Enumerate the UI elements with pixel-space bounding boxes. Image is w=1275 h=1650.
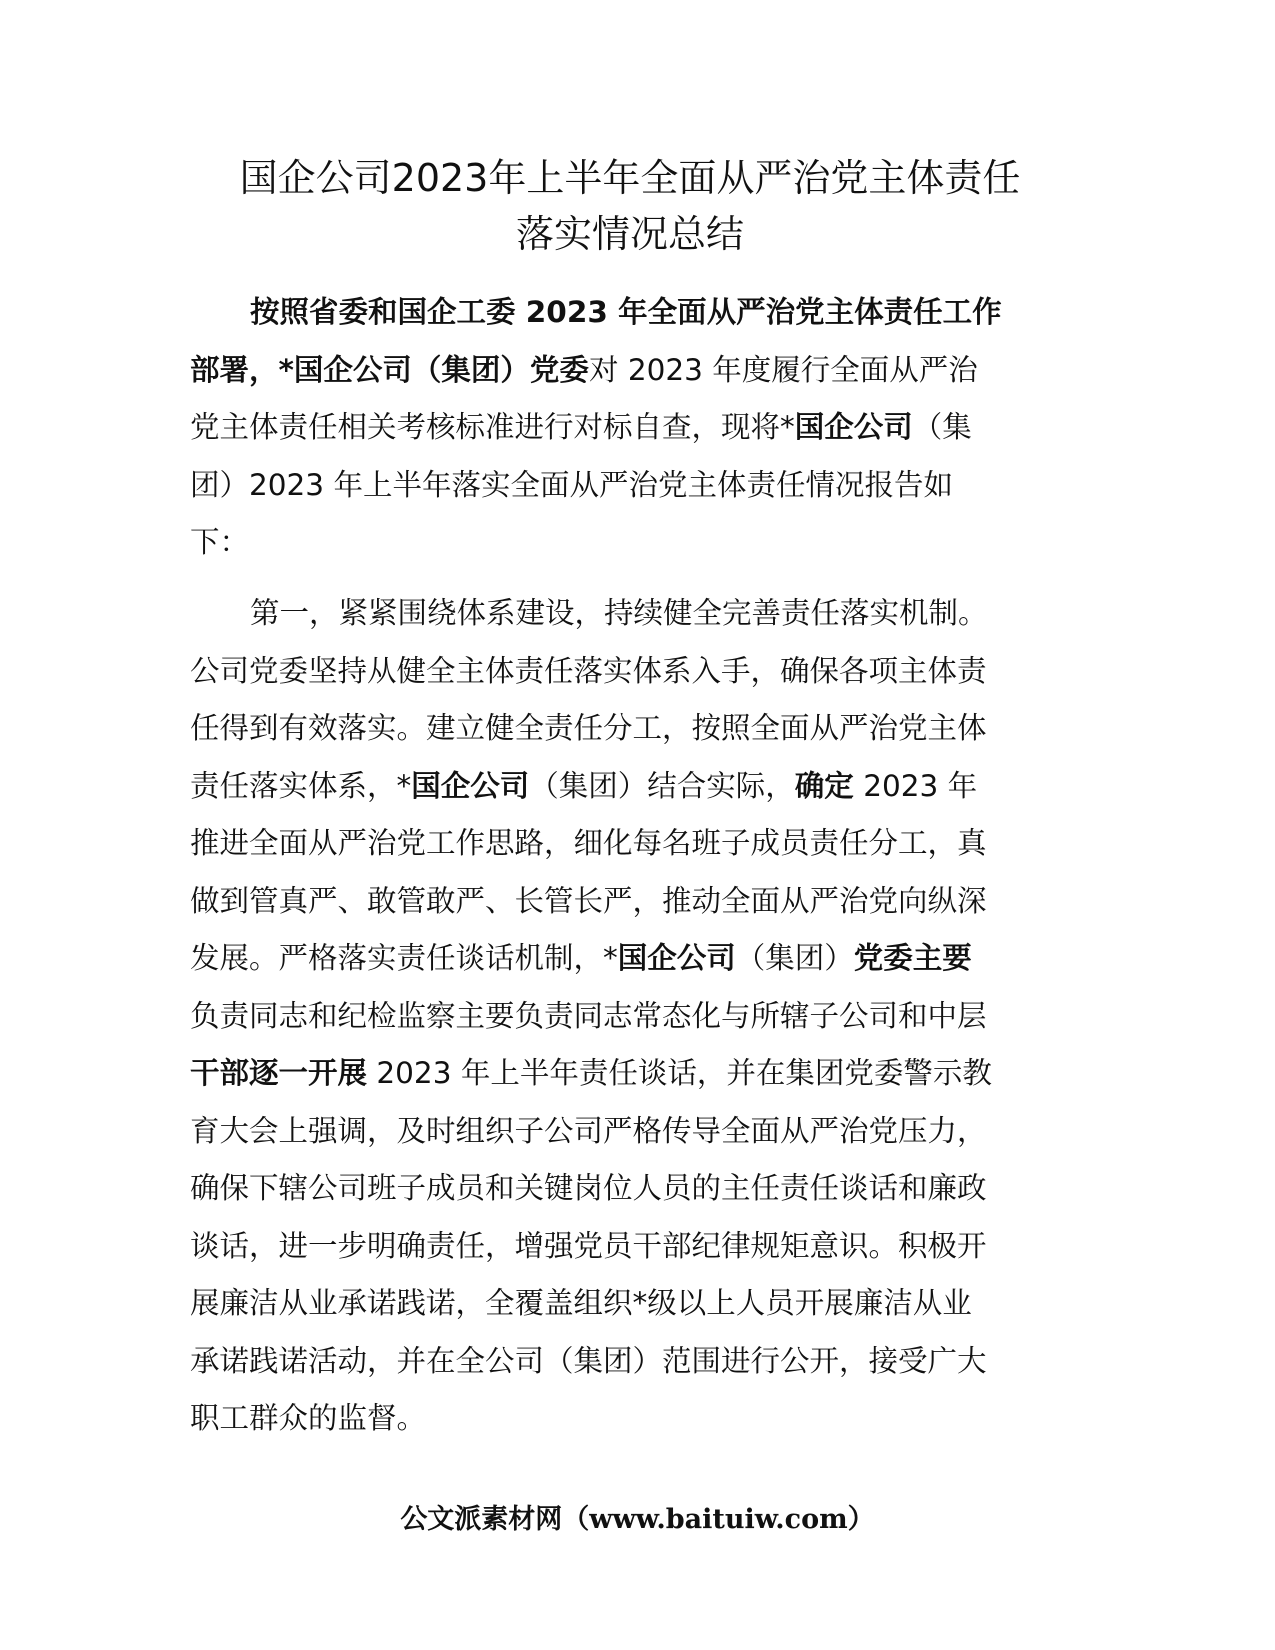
text-run: （集团） — [735, 941, 854, 975]
paragraph-line: 育大会上强调，及时组织子公司严格传导全面从严治党压力， — [190, 1113, 987, 1148]
title-line-2: 落实情况总结 — [515, 212, 744, 256]
text-run: 发展。严格落实责任谈话机制，* — [190, 941, 618, 975]
bold-text: 国企公司 — [411, 768, 530, 803]
paragraph-line: 下： — [190, 525, 250, 559]
paragraph-line — [190, 342, 1090, 400]
bold-text: 确定 — [794, 768, 854, 803]
paragraph-line — [190, 1045, 1090, 1103]
bold-text: 国企公司 — [794, 410, 913, 444]
paragraph-line: 团）2023 年上半年落实全面从严治党主体责任情况报告如 — [190, 467, 953, 502]
paragraph-line: 第一，紧紧围绕体系建设，持续健全完善责任落实机制。 — [250, 596, 988, 630]
text-run: 2023 年上半年责任谈话，并在集团党委警示教 — [367, 1056, 992, 1090]
bold-text: 国企公司 — [617, 941, 736, 975]
paragraph-2 — [190, 585, 1090, 1448]
paragraph-line — [190, 930, 1090, 988]
text-run: （集团）结合实际， — [529, 768, 795, 803]
title-line-1: 国企公司2023年上半年全面从严治党主体责任 — [239, 156, 1021, 200]
paragraph-line: 做到管真严、敢管敢严、长管长严，推动全面从严治党向纵深 — [190, 883, 987, 918]
text-run: 2023 年 — [853, 768, 978, 803]
paragraph-line — [190, 399, 1090, 457]
text-run: 对 2023 年度履行全面从严治 — [588, 352, 978, 387]
bold-text: 干部逐一开展 — [190, 1056, 368, 1090]
bold-text: 党委主要 — [853, 941, 972, 975]
text-run: 责任落实体系，* — [190, 768, 412, 803]
paragraph-line: 公司党委坚持从健全主体责任落实体系入手，确保各项主体责 — [190, 653, 987, 688]
paragraph-line: 谈话，进一步明确责任，增强党员干部纪律规矩意识。积极开 — [190, 1228, 987, 1263]
paragraph-line: 展廉洁从业承诺践诺，全覆盖组织*级以上人员开展廉洁从业 — [190, 1286, 972, 1320]
text-run: 党主体责任相关考核标准进行对标自查，现将* — [190, 410, 795, 444]
paragraph-line: 推进全面从严治党工作思路，细化每名班子成员责任分工，真 — [190, 826, 987, 860]
bold-text: 部署，*国企公司（集团）党委 — [190, 352, 589, 387]
paragraph-line — [190, 758, 1090, 816]
paragraph-line: 按照省委和国企工委 2023 年全面从严治党主体责任工作 — [250, 295, 1002, 329]
footer-source: 公文派素材网（www.baituiw.com） — [400, 1504, 875, 1535]
paragraph-line: 确保下辖公司班子成员和关键岗位人员的主任责任谈话和廉政 — [190, 1171, 987, 1205]
paragraph-line: 任得到有效落实。建立健全责任分工，按照全面从严治党主体 — [190, 711, 987, 745]
paragraph-line: 承诺践诺活动，并在全公司（集团）范围进行公开，接受广大 — [190, 1343, 987, 1378]
document-title — [170, 150, 1090, 262]
text-run: （集 — [912, 410, 972, 444]
paragraph-line: 职工群众的监督。 — [190, 1401, 427, 1435]
paragraph-line: 负责同志和纪检监察主要负责同志常态化与所辖子公司和中层 — [190, 998, 987, 1033]
paragraph-1 — [190, 284, 1090, 572]
